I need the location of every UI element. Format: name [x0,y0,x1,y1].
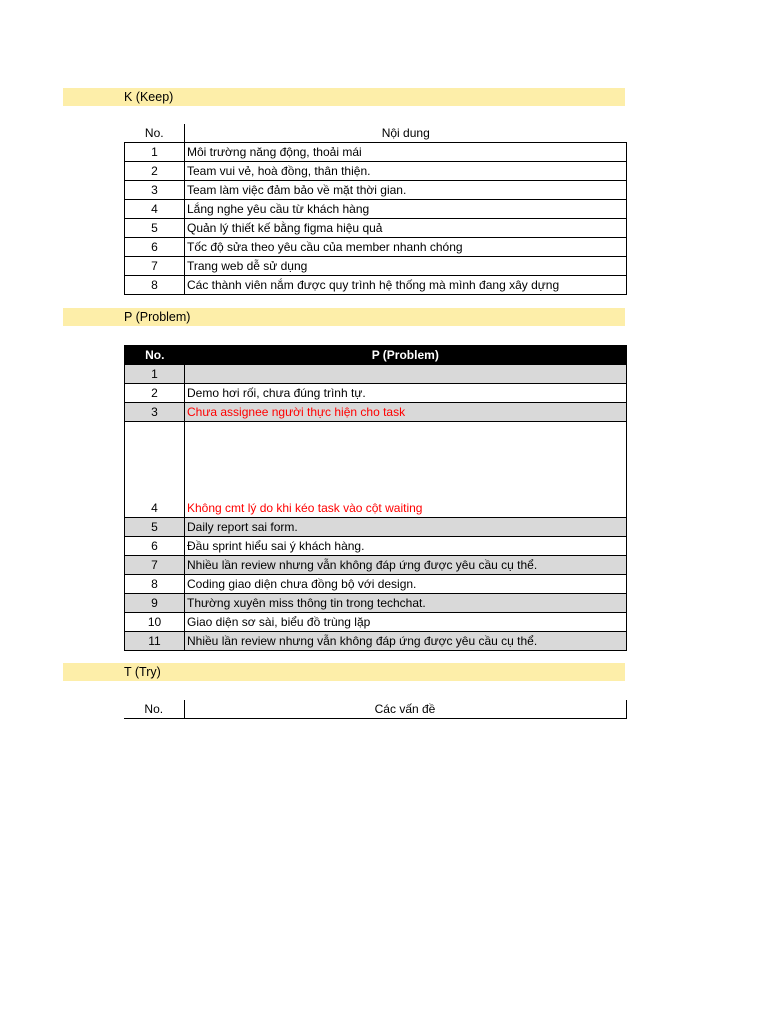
table-row [125,556,627,575]
row-no: 10 [125,613,185,632]
keep-section-header [63,88,625,106]
row-no: 3 [125,403,185,422]
row-no: 3 [125,181,185,200]
table-row [125,613,627,632]
table-header-row [124,700,626,719]
row-no: 4 [125,422,185,518]
row-no: 9 [125,594,185,613]
try-table [124,700,627,719]
table-row [125,162,627,181]
row-text: Daily report sai form. [185,518,627,537]
row-no: 7 [125,556,185,575]
table-row [125,181,627,200]
row-text: Lắng nghe yêu cầu từ khách hàng [185,200,627,219]
problem-section-title: P (Problem) [124,310,191,324]
table-row [125,575,627,594]
row-no: 6 [125,537,185,556]
row-no: 7 [125,257,185,276]
col-content-header: P (Problem) [185,346,627,365]
table-row [125,219,627,238]
problem-section-header [63,308,625,326]
row-text: Giao diện sơ sài, biểu đồ trùng lặp [185,613,627,632]
table-row [125,276,627,295]
row-no: 8 [125,575,185,594]
col-no-header: No. [124,700,184,719]
col-no-header: No. [125,346,185,365]
row-no: 4 [125,200,185,219]
row-text: Team vui vẻ, hoà đồng, thân thiện. [185,162,627,181]
row-text: Nhiều lần review nhưng vẫn không đáp ứng được yêu cầu cụ thể. [185,556,627,575]
table-row [125,257,627,276]
keep-section-title: K (Keep) [124,90,174,104]
table-row [125,384,627,403]
row-text: Chưa assignee người thực hiện cho task [185,403,627,422]
table-row [125,594,627,613]
table-row [125,632,627,651]
table-row [125,518,627,537]
row-no: 11 [125,632,185,651]
row-text: Coding giao diện chưa đồng bộ với design. [185,575,627,594]
problem-table [124,345,627,651]
row-text [185,365,627,384]
row-text: Nhiều lần review nhưng vẫn không đáp ứng được yêu cầu cụ thể. [185,632,627,651]
row-no: 1 [125,143,185,162]
row-no: 8 [125,276,185,295]
row-text: Môi trường năng động, thoải mái [185,143,627,162]
row-no: 5 [125,219,185,238]
row-text: Không cmt lý do khi kéo task vào cột waiting [185,422,627,518]
row-no: 2 [125,384,185,403]
row-text: Thường xuyên miss thông tin trong techchat. [185,594,627,613]
col-content-header: Nội dung [185,124,627,143]
row-no: 2 [125,162,185,181]
row-text: Demo hơi rối, chưa đúng trình tự. [185,384,627,403]
table-header-row [125,346,627,365]
row-no: 6 [125,238,185,257]
table-row [125,238,627,257]
try-section-title: T (Try) [124,665,161,679]
keep-table [124,124,627,295]
row-text: Trang web dễ sử dụng [185,257,627,276]
table-row [125,422,627,518]
table-row [125,365,627,384]
col-content-header: Các vấn đề [184,700,626,719]
table-row [125,403,627,422]
row-text: Quản lý thiết kế bằng figma hiệu quả [185,219,627,238]
row-no: 1 [125,365,185,384]
row-text: Tốc độ sửa theo yêu cầu của member nhanh chóng [185,238,627,257]
row-text: Đầu sprint hiểu sai ý khách hàng. [185,537,627,556]
row-no: 5 [125,518,185,537]
col-no-header: No. [125,124,185,143]
table-row [125,200,627,219]
row-text: Các thành viên nắm được quy trình hệ thống mà mình đang xây dựng [185,276,627,295]
row-text: Team làm việc đảm bảo về mặt thời gian. [185,181,627,200]
table-row [125,143,627,162]
try-section-header [63,663,625,681]
table-row [125,537,627,556]
table-header-row [125,124,627,143]
